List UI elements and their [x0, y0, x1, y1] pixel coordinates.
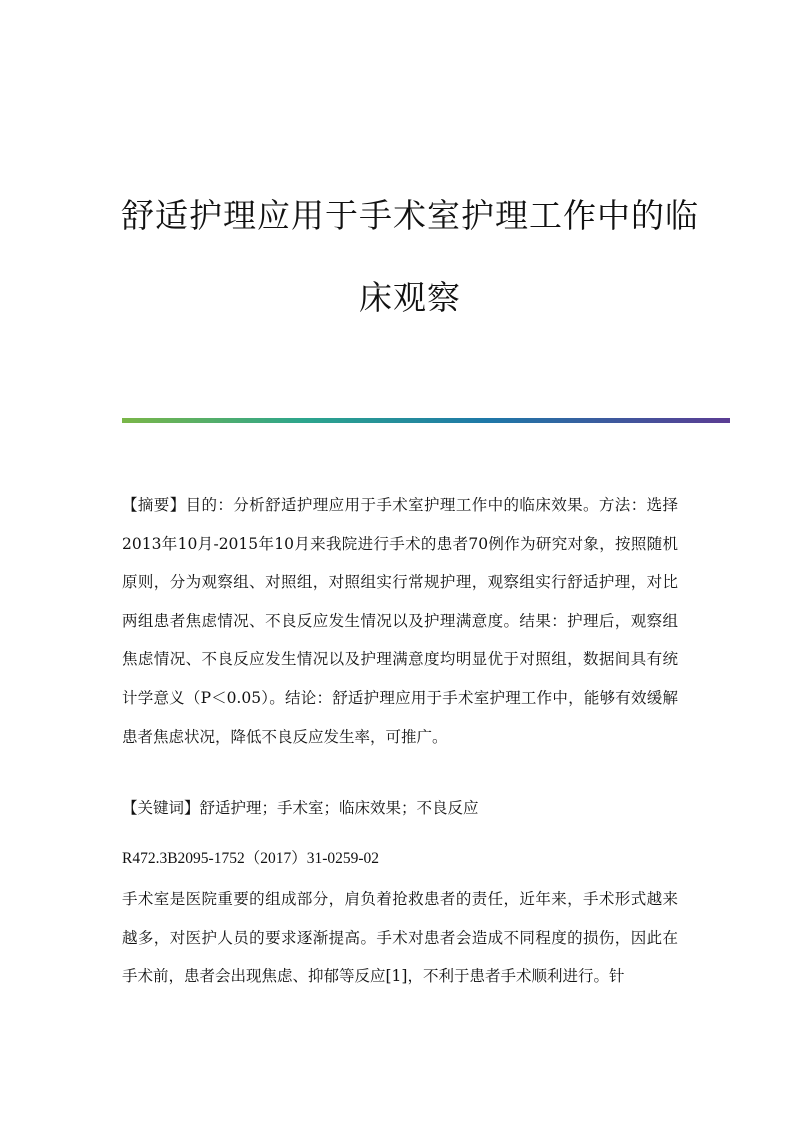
abstract-paragraph	[122, 486, 678, 756]
title-line-1: 舒适护理应用于手术室护理工作中的临	[121, 196, 699, 235]
classification-number: R472.3B2095-1752（2017）31-0259-02	[122, 850, 380, 867]
keywords-label: 【关键词】	[122, 799, 200, 817]
abstract-text: 目的：分析舒适护理应用于手术室护理工作中的临床效果。方法：选择2013年10月-2015年10月来我院进行手术的患者70例作为研究对象，按照随机原则，分为观察组、对照组，对照组实行常规护理，观察组实行舒适护理，对比两组患者焦虑情况、不良反应发生情况以及护理满意度。结果：护理后，观察组焦虑情况、不良反应发生情况以及护理满意度均明显优于对照组，数据间具有统计学意义（P＜0.05）。结论：舒适护理应用于手术室护理工作中，能够有效缓解患者焦虑状况，降低不良反应发生率，可推广。	[122, 496, 678, 746]
abstract-label: 【摘要】	[122, 496, 186, 514]
intro-paragraph: 手术室是医院重要的组成部分，肩负着抢救患者的责任，近年来，手术形式越来越多，对医护人员的要求逐渐提高。手术对患者会造成不同程度的损伤，因此在手术前，患者会出现焦虑、抑郁等反应[1]，不利于患者手术顺利进行。针	[122, 890, 678, 986]
title-line-2: 床观察	[359, 278, 461, 317]
keywords-paragraph	[122, 789, 678, 828]
keywords-text: 舒适护理；手术室；临床效果；不良反应	[199, 799, 479, 817]
gradient-divider	[122, 418, 730, 423]
